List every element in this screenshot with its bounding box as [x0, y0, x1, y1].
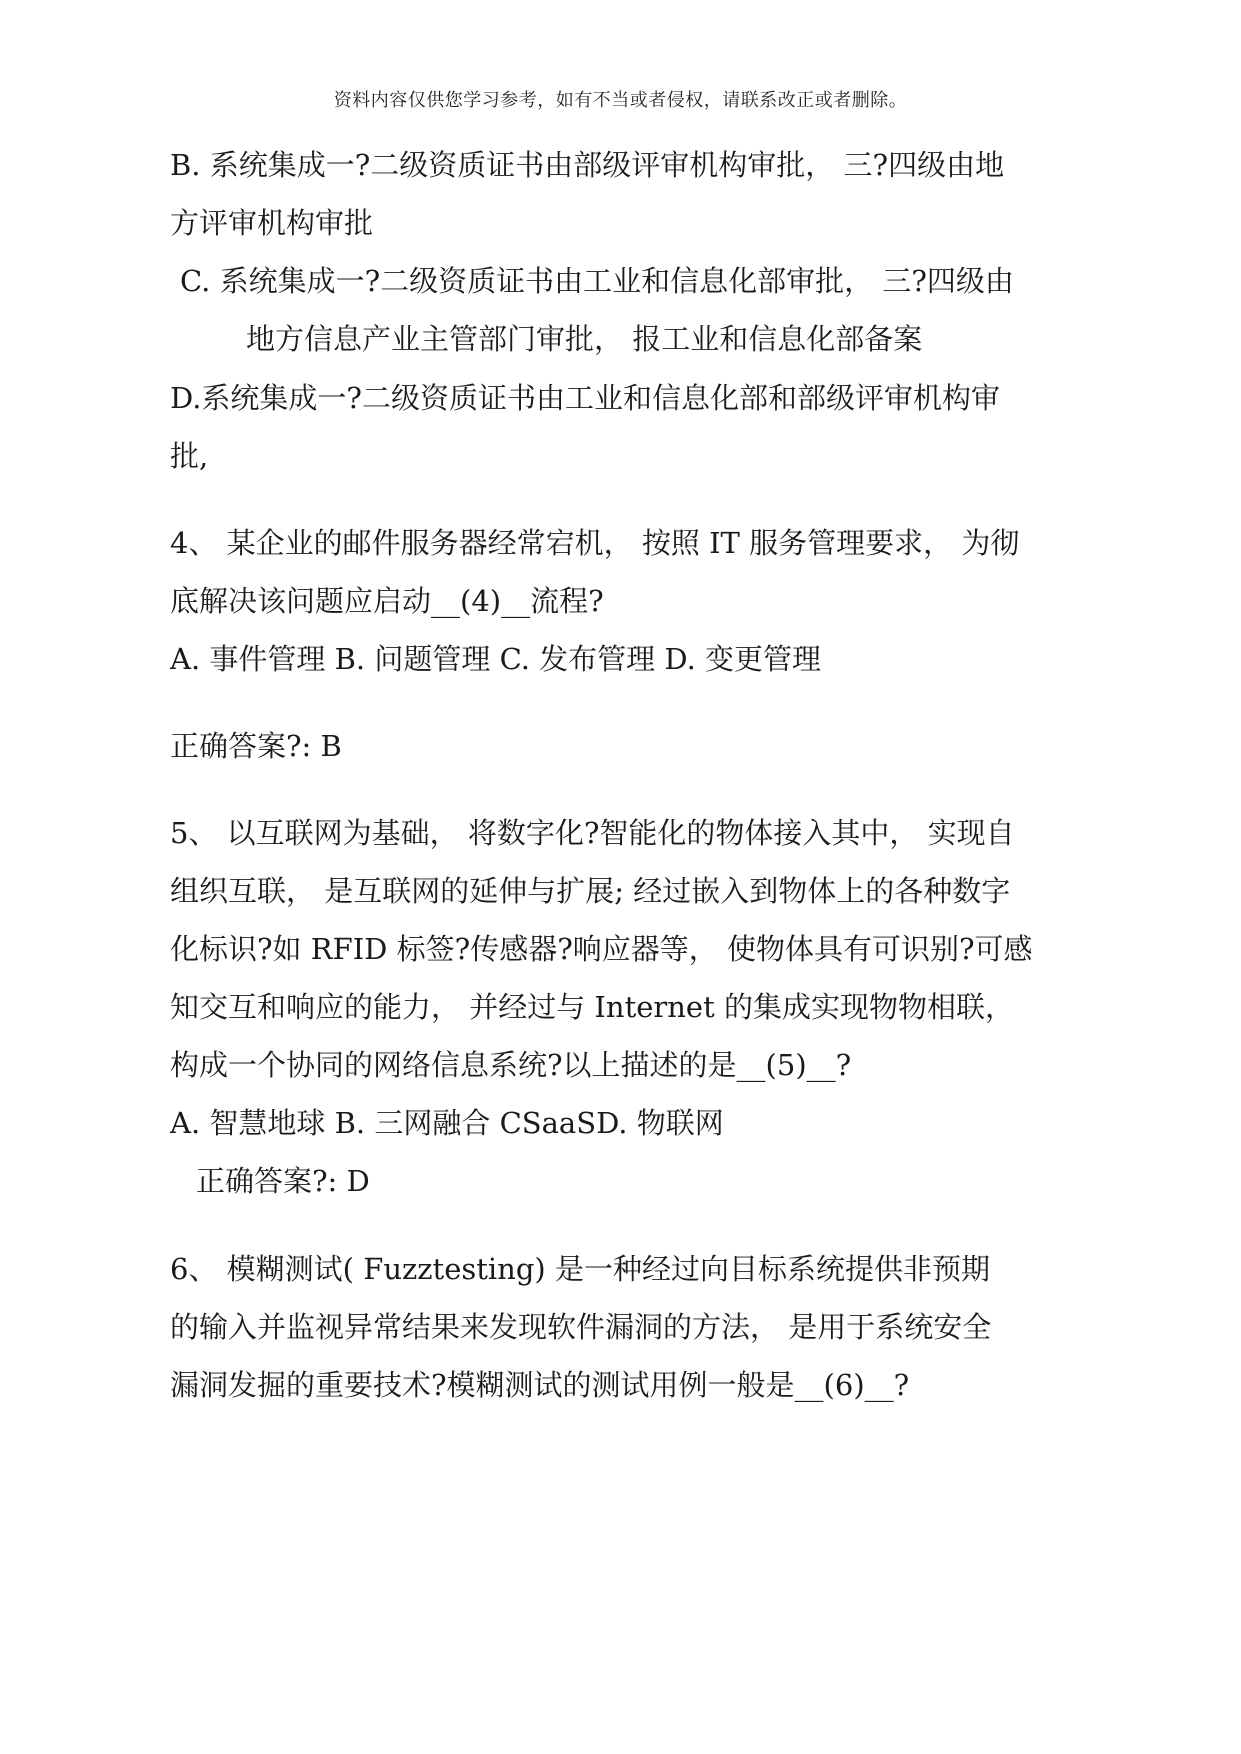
- question-5-line-2: 组织互联， 是互联网的延伸与扩展; 经过嵌入到物体上的各种数字: [170, 874, 1011, 908]
- question-6-line-2: 的输入并监视异常结果来发现软件漏洞的方法， 是用于系统安全: [170, 1310, 992, 1344]
- q3-option-d-line-2: 批,: [170, 439, 209, 473]
- q3-option-c-line-2: 地方信息产业主管部门审批， 报工业和信息化部备案: [246, 322, 923, 356]
- question-5-line-4: 知交互和响应的能力， 并经过与 Internet 的集成实现物物相联，: [170, 990, 1014, 1024]
- question-6-line-1: 6、 模糊测试( Fuzztesting) 是一种经过向目标系统提供非预期: [170, 1252, 990, 1286]
- question-4-options: A. 事件管理 B. 问题管理 C. 发布管理 D. 变更管理: [170, 642, 822, 676]
- q3-option-c-line-1: C. 系统集成一?二级资质证书由工业和信息化部审批， 三?四级由: [180, 264, 1014, 298]
- q3-option-b-line-1: B. 系统集成一?二级资质证书由部级评审机构审批， 三?四级由地: [170, 148, 1005, 182]
- q3-option-d-line-1: D.系统集成一?二级资质证书由工业和信息化部和部级评审机构审: [170, 381, 1000, 415]
- question-6-line-3: 漏洞发掘的重要技术?模糊测试的测试用例一般是__(6)__?: [170, 1368, 910, 1402]
- page-header-notice: 资料内容仅供您学习参考，如有不当或者侵权，请联系改正或者删除。: [333, 90, 908, 111]
- question-5-line-1: 5、 以互联网为基础， 将数字化?智能化的物体接入其中， 实现自: [170, 816, 1015, 850]
- question-5-options: A. 智慧地球 B. 三网融合 CSaaSD. 物联网: [170, 1106, 724, 1140]
- question-4-line-1: 4、 某企业的邮件服务器经常宕机， 按照 IT 服务管理要求， 为彻: [170, 526, 1020, 560]
- question-5-line-5: 构成一个协同的网络信息系统?以上描述的是__(5)__?: [170, 1048, 852, 1082]
- q3-option-b-line-2: 方评审机构审批: [170, 206, 374, 240]
- question-5-line-3: 化标识?如 RFID 标签?传感器?响应器等， 使物体具有可识别?可感: [170, 932, 1033, 966]
- question-4-answer: 正确答案?: B: [170, 729, 342, 763]
- question-4-line-2: 底解决该问题应启动__(4)__流程?: [170, 584, 604, 618]
- question-5-answer: 正确答案?: D: [196, 1164, 370, 1198]
